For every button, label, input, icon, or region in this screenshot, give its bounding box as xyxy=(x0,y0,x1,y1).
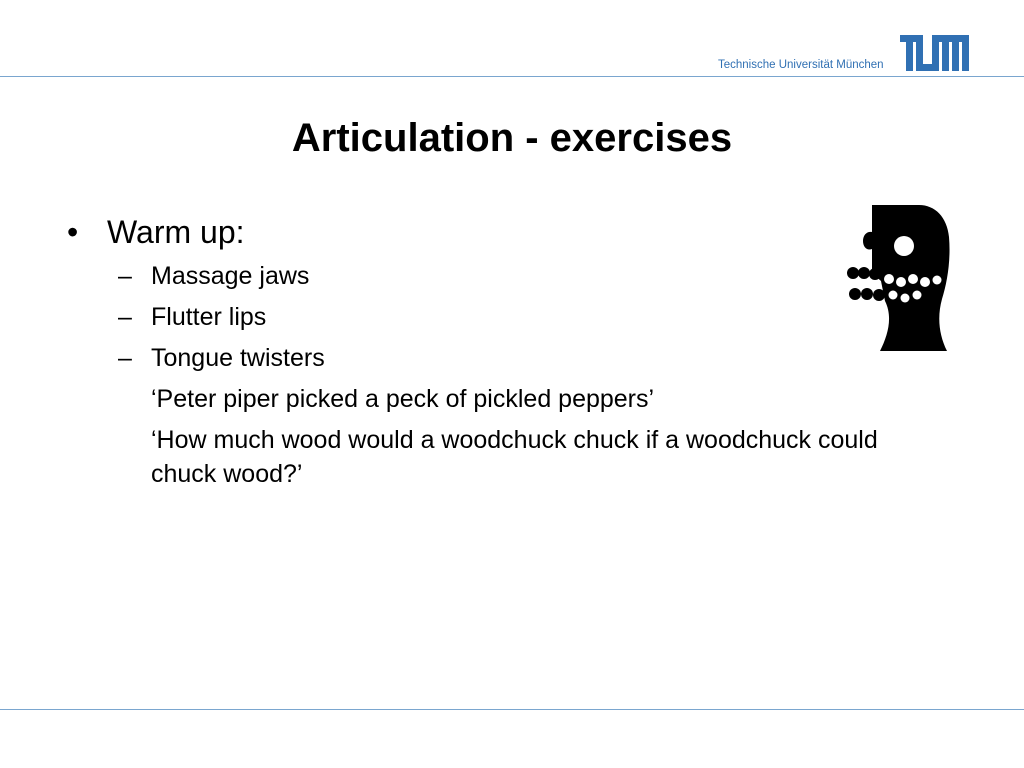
bullet-label: Warm up: xyxy=(107,214,245,250)
tum-logo xyxy=(900,35,969,71)
tongue-twister-quote: ‘Peter piper picked a peck of pickled peppers’ xyxy=(151,385,655,413)
bullet-marker: • xyxy=(67,214,79,250)
header-divider xyxy=(0,76,1024,77)
sub-item-label: Flutter lips xyxy=(151,303,267,331)
dash-marker: – xyxy=(118,262,132,290)
speaking-face-icon xyxy=(843,203,951,355)
university-name: Technische Universität München xyxy=(718,59,884,71)
slide-title: Articulation - exercises xyxy=(291,116,733,160)
sub-item-label: Tongue twisters xyxy=(151,344,325,372)
footer-divider xyxy=(0,709,1024,710)
tongue-twister-quote: ‘How much wood would a woodchuck chuck if a woodchuck could chuck wood?’ xyxy=(151,426,878,488)
dash-marker: – xyxy=(118,303,132,331)
sub-item-label: Massage jaws xyxy=(151,262,310,290)
dash-marker: – xyxy=(118,344,132,372)
